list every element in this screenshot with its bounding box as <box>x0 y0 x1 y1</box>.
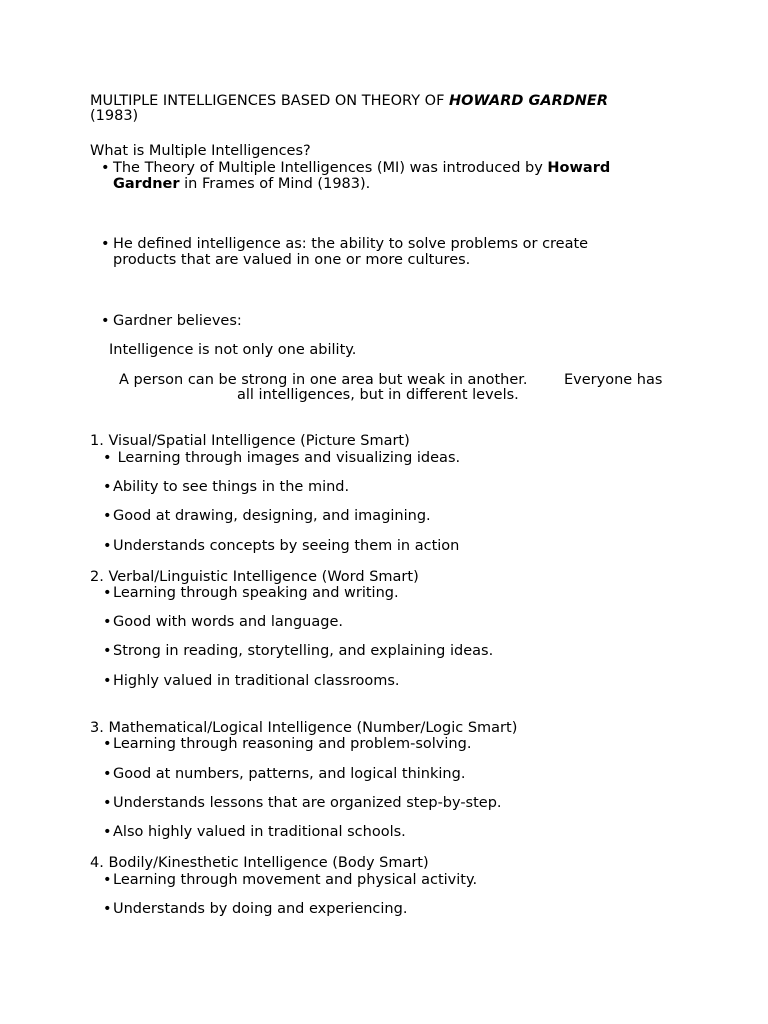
title-year: (1983) <box>90 108 139 124</box>
bullet-glyph: • <box>103 736 112 752</box>
bullet-glyph: • <box>101 236 110 252</box>
intro-bullet-1-line-1 <box>113 160 610 176</box>
list-item-text: Learning through movement and physical activity. <box>113 872 478 888</box>
intro-bullet-2-line-1: He defined intelligence as: the ability to solve problems or create <box>113 236 589 252</box>
bullet-glyph: • <box>103 538 112 554</box>
bullet-glyph: • <box>103 673 112 689</box>
title-prefix: MULTIPLE INTELLIGENCES BASED ON THEORY OF <box>90 93 450 109</box>
title-author-name: HOWARD GARDNER <box>449 93 608 109</box>
belief-3: all intelligences, but in different levels. <box>237 387 519 403</box>
section-heading-visual-spatial: 1. Visual/Spatial Intelligence (Picture Smart) <box>90 433 410 449</box>
intro-bullet-3-line-1: Gardner believes: <box>113 313 242 329</box>
intro-bullet-1-text-2: in Frames of Mind (1983). <box>179 176 371 192</box>
bullet-glyph: • <box>103 766 112 782</box>
list-item-text: Learning through reasoning and problem-solving. <box>113 736 472 752</box>
belief-1: Intelligence is not only one ability. <box>109 342 357 358</box>
bullet-glyph: • <box>103 901 112 917</box>
list-item-text: Strong in reading, storytelling, and explaining ideas. <box>113 643 494 659</box>
section-heading-bodily-kinesthetic: 4. Bodily/Kinesthetic Intelligence (Body Smart) <box>90 855 429 871</box>
bullet-glyph: • <box>101 313 110 329</box>
bullet-glyph: • <box>103 585 112 601</box>
bullet-glyph: • <box>103 824 112 840</box>
intro-bullet-2-line-2: products that are valued in one or more cultures. <box>113 252 471 268</box>
document-title <box>90 93 608 109</box>
bullet-glyph: • <box>103 795 112 811</box>
bullet-glyph: • <box>103 643 112 659</box>
section-heading-verbal-linguistic: 2. Verbal/Linguistic Intelligence (Word Smart) <box>90 569 419 585</box>
list-item-text: Good at numbers, patterns, and logical thinking. <box>113 766 466 782</box>
belief-2: A person can be strong in one area but weak in another. <box>119 372 528 388</box>
bullet-glyph: • <box>103 872 112 888</box>
list-item-text: Learning through images and visualizing ideas. <box>113 450 461 466</box>
list-item-text: Good with words and language. <box>113 614 343 630</box>
bullet-glyph: • <box>103 450 112 466</box>
belief-2-continued: Everyone has <box>564 372 663 388</box>
intro-bullet-1-bold: Howard <box>547 160 611 176</box>
intro-question: What is Multiple Intelligences? <box>90 143 311 159</box>
list-item-text: Ability to see things in the mind. <box>113 479 350 495</box>
section-heading-mathematical-logical: 3. Mathematical/Logical Intelligence (Number/Logic Smart) <box>90 720 518 736</box>
list-item-text: Good at drawing, designing, and imagining. <box>113 508 431 524</box>
list-item-text: Learning through speaking and writing. <box>113 585 399 601</box>
bullet-glyph: • <box>103 479 112 495</box>
intro-bullet-1-line-2 <box>113 176 370 192</box>
list-item-text: Highly valued in traditional classrooms. <box>113 673 400 689</box>
intro-bullet-1-bold-2: Gardner <box>113 176 180 192</box>
bullet-glyph: • <box>103 614 112 630</box>
list-item-text: Also highly valued in traditional schools. <box>113 824 406 840</box>
bullet-glyph: • <box>103 508 112 524</box>
bullet-glyph: • <box>101 160 110 176</box>
intro-bullet-1-text: The Theory of Multiple Intelligences (MI) was introduced by <box>113 160 548 176</box>
list-item-text: Understands by doing and experiencing. <box>113 901 408 917</box>
list-item-text: Understands concepts by seeing them in action <box>113 538 460 554</box>
list-item-text: Understands lessons that are organized step-by-step. <box>113 795 502 811</box>
